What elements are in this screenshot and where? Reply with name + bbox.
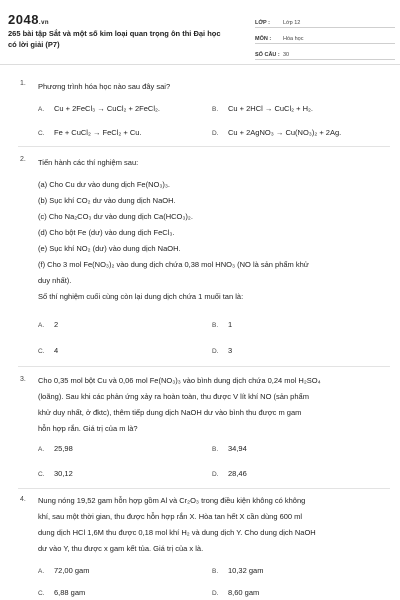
option-text: 28,46 xyxy=(228,469,247,478)
option-text: 8,60 gam xyxy=(228,588,260,597)
option-text: 72,00 gam xyxy=(54,566,90,575)
question-line: Cho 0,35 mol bột Cu và 0,06 mol Fe(NO₃)₃ vào bình dung dịch chứa 0,24 mol H₂SO₄ xyxy=(38,376,321,385)
question-divider xyxy=(18,146,390,147)
question-number: 2. xyxy=(20,156,26,163)
site-logo[interactable] xyxy=(8,12,49,27)
meta-value: Hóa học xyxy=(283,36,304,42)
option-label: D. xyxy=(212,348,219,355)
question-number: 1. xyxy=(20,80,26,87)
option-text: 4 xyxy=(54,346,59,355)
option-a[interactable] xyxy=(38,104,160,113)
option-label: B. xyxy=(212,106,219,113)
option-text: Cu + 2AgNO₃ → Cu(NO₃)₂ + 2Ag. xyxy=(228,128,342,137)
option-b[interactable] xyxy=(212,320,232,329)
option-text: 34,94 xyxy=(228,444,247,453)
meta-row-count xyxy=(255,46,395,60)
option-label: C. xyxy=(38,130,45,137)
option-c[interactable] xyxy=(38,588,85,597)
question-line: dư vào Y, thu được x gam kết tủa. Giá trị của x là. xyxy=(38,544,204,553)
question-divider xyxy=(18,366,390,367)
document-title: 265 bài tập Sắt và một số kim loại quan trọng ôn thi Đại học có lời giải (P7) xyxy=(8,29,221,49)
meta-key: LỚP : xyxy=(255,20,270,26)
option-label: C. xyxy=(38,348,45,355)
question-line: (c) Cho Na₂CO₃ dư vào dung dịch Ca(HCO₃)₂. xyxy=(38,212,193,221)
option-a[interactable] xyxy=(38,320,58,329)
question-stem: Tiến hành các thí nghiệm sau: xyxy=(38,158,139,167)
question-line: (e) Sục khí NO₂ (dư) vào dung dịch NaOH. xyxy=(38,244,181,253)
logo-main: 2048 xyxy=(8,12,39,27)
option-a[interactable] xyxy=(38,566,89,575)
option-label: A. xyxy=(38,568,45,575)
question-number: 3. xyxy=(20,376,26,383)
option-text: 25,98 xyxy=(54,444,73,453)
option-label: B. xyxy=(212,568,219,575)
option-label: A. xyxy=(38,446,45,453)
question-line: (d) Cho bột Fe (dư) vào dung dịch FeCl₃. xyxy=(38,228,175,237)
document-header xyxy=(0,0,400,65)
question-line: khử duy nhất, ở đktc), thêm tiếp dung dịch NaOH dư vào bình thu được m gam xyxy=(38,408,302,417)
option-text: 10,32 gam xyxy=(228,566,264,575)
question-line: Nung nóng 19,52 gam hỗn hợp gồm Al và Cr₂O₃ trong điều kiện không có không xyxy=(38,496,306,505)
option-label: C. xyxy=(38,590,45,597)
option-d[interactable] xyxy=(212,346,232,355)
meta-value: Lớp 12 xyxy=(283,20,301,26)
option-b[interactable] xyxy=(212,444,247,453)
question-line: (f) Cho 3 mol Fe(NO₃)₂ vào dung dịch chứa 0,38 mol HNO₃ (NO là sản phẩm khử xyxy=(38,260,309,269)
question-line: (a) Cho Cu dư vào dung dịch Fe(NO₃)₃. xyxy=(38,180,171,189)
question-line: duy nhất). xyxy=(38,276,72,285)
question-divider xyxy=(18,488,390,489)
document-meta xyxy=(255,14,395,62)
option-b[interactable] xyxy=(212,566,263,575)
option-text: Cu + 2HCl → CuCl₂ + H₂. xyxy=(228,104,314,113)
option-d[interactable] xyxy=(212,128,341,137)
option-text: 3 xyxy=(228,346,233,355)
option-label: B. xyxy=(212,446,219,453)
option-label: D. xyxy=(212,590,219,597)
option-c[interactable] xyxy=(38,346,58,355)
meta-key: SỐ CÂU : xyxy=(255,52,280,58)
option-text: 30,12 xyxy=(54,469,73,478)
option-label: C. xyxy=(38,471,45,478)
question-line: khí, sau một thời gian, thu được hỗn hợp rắn X. Hòa tan hết X cần dùng 600 ml xyxy=(38,512,303,521)
meta-key: MÔN : xyxy=(255,36,272,42)
option-d[interactable] xyxy=(212,588,259,597)
meta-row-subject xyxy=(255,30,395,44)
question-line: (b) Sục khí CO₂ dư vào dung dịch NaOH. xyxy=(38,196,176,205)
option-label: D. xyxy=(212,130,219,137)
option-c[interactable] xyxy=(38,469,73,478)
option-text: 1 xyxy=(228,320,233,329)
option-text: 2 xyxy=(54,320,59,329)
meta-row-class xyxy=(255,14,395,28)
option-b[interactable] xyxy=(212,104,313,113)
option-label: A. xyxy=(38,322,45,329)
option-label: A. xyxy=(38,106,45,113)
meta-value: 30 xyxy=(283,52,290,58)
question-line: dung dịch HCl 1,6M thu được 0,18 mol khí H₂ và dung dịch Y. Cho dung dịch NaOH xyxy=(38,528,316,537)
option-text: 6,88 gam xyxy=(54,588,86,597)
question-line: Số thí nghiệm cuối cùng còn lại dung dịch chứa 1 muối tan là: xyxy=(38,292,244,301)
option-label: B. xyxy=(212,322,219,329)
logo-sub: .vn xyxy=(38,20,50,26)
question-number: 4. xyxy=(20,496,26,503)
option-label: D. xyxy=(212,471,219,478)
option-text: Cu + 2FeCl₃ → CuCl₂ + 2FeCl₂. xyxy=(54,104,160,113)
option-a[interactable] xyxy=(38,444,73,453)
question-line: hỗn hợp rắn. Giá trị của m là? xyxy=(38,424,138,433)
option-d[interactable] xyxy=(212,469,247,478)
option-c[interactable] xyxy=(38,128,142,137)
question-stem: Phương trình hóa học nào sau đây sai? xyxy=(38,82,171,91)
option-text: Fe + CuCl₂ → FeCl₂ + Cu. xyxy=(54,128,142,137)
question-line: (loãng). Sau khi các phản ứng xảy ra hoàn toàn, thu được V lít khí NO (sản phẩm xyxy=(38,392,309,401)
